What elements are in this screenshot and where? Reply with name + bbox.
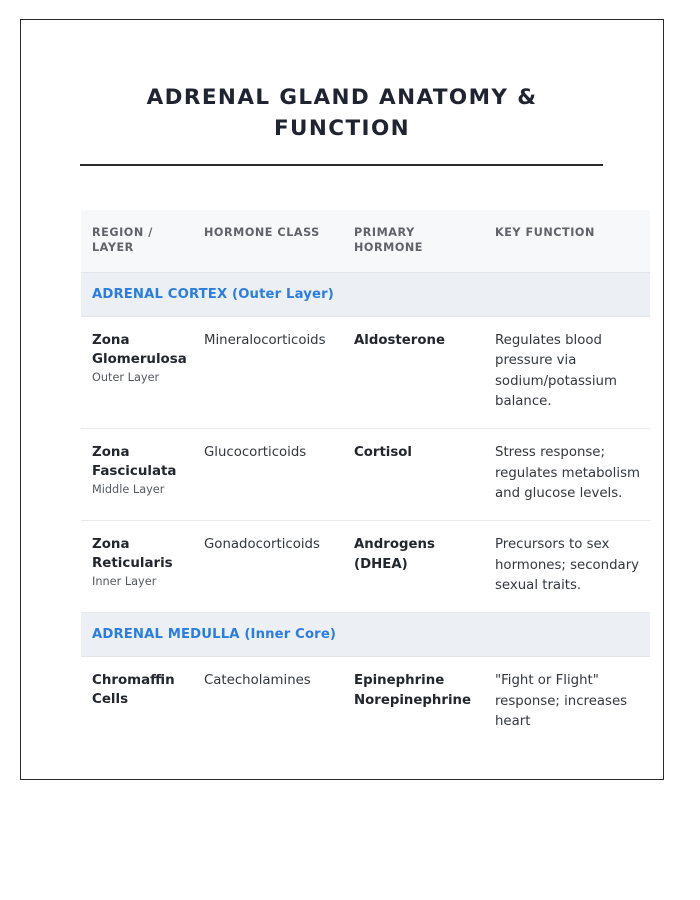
cell-region [81,331,204,412]
column-header-region-layer: REGION / LAYER [92,226,153,255]
cell-key-function: Regulates blood pressure via sodium/potassium balance. [495,332,617,409]
cell-key-function: Precursors to sex hormones; secondary sexual traits. [495,537,640,593]
region-name: Zona Reticularis [92,537,173,572]
cell-key-function: "Fight or Flight" response; increases heart [495,673,628,730]
page-title: ADRENAL GLAND ANATOMY & FUNCTION [146,85,538,142]
table-row [81,521,650,613]
column-header-hormone-class: HORMONE CLASS [204,226,320,239]
table-row [81,429,650,521]
section-header-adrenal-medulla [81,613,650,657]
table-row [81,317,650,429]
table-row [81,657,650,748]
cell-primary-hormone: Epinephrine Norepinephrine [354,673,471,709]
region-sublabel: Outer Layer [92,370,160,384]
region-name: Chromaffin Cells [92,673,175,708]
column-header-primary-hormone: PRIMARY HORMONE [354,226,423,255]
cell-primary-hormone: Cortisol [354,445,412,461]
cell-primary-hormone: Aldosterone [354,332,445,348]
region-name: Zona Fasciculata [92,445,177,480]
cell-region [81,671,204,732]
cell-hormone-class: Glucocorticoids [204,445,307,461]
anatomy-table [81,210,650,748]
section-label: ADRENAL MEDULLA (Inner Core) [92,627,337,643]
section-header-adrenal-cortex [81,273,650,317]
cell-hormone-class: Gonadocorticoids [204,537,320,553]
cell-region [81,443,204,504]
cell-key-function: Stress response; regulates metabolism and glucose levels. [495,445,640,501]
section-label: ADRENAL CORTEX (Outer Layer) [92,286,334,302]
cell-region [81,535,204,596]
region-sublabel: Inner Layer [92,575,157,589]
region-name: Zona Glomerulosa [92,332,187,367]
cell-primary-hormone: Androgens (DHEA) [354,537,435,573]
title-divider-rule [80,164,603,166]
table-header-row [81,210,650,273]
region-sublabel: Middle Layer [92,483,165,497]
cell-hormone-class: Catecholamines [204,673,311,689]
cell-hormone-class: Mineralocorticoids [204,332,326,348]
column-header-key-function: KEY FUNCTION [495,226,595,239]
